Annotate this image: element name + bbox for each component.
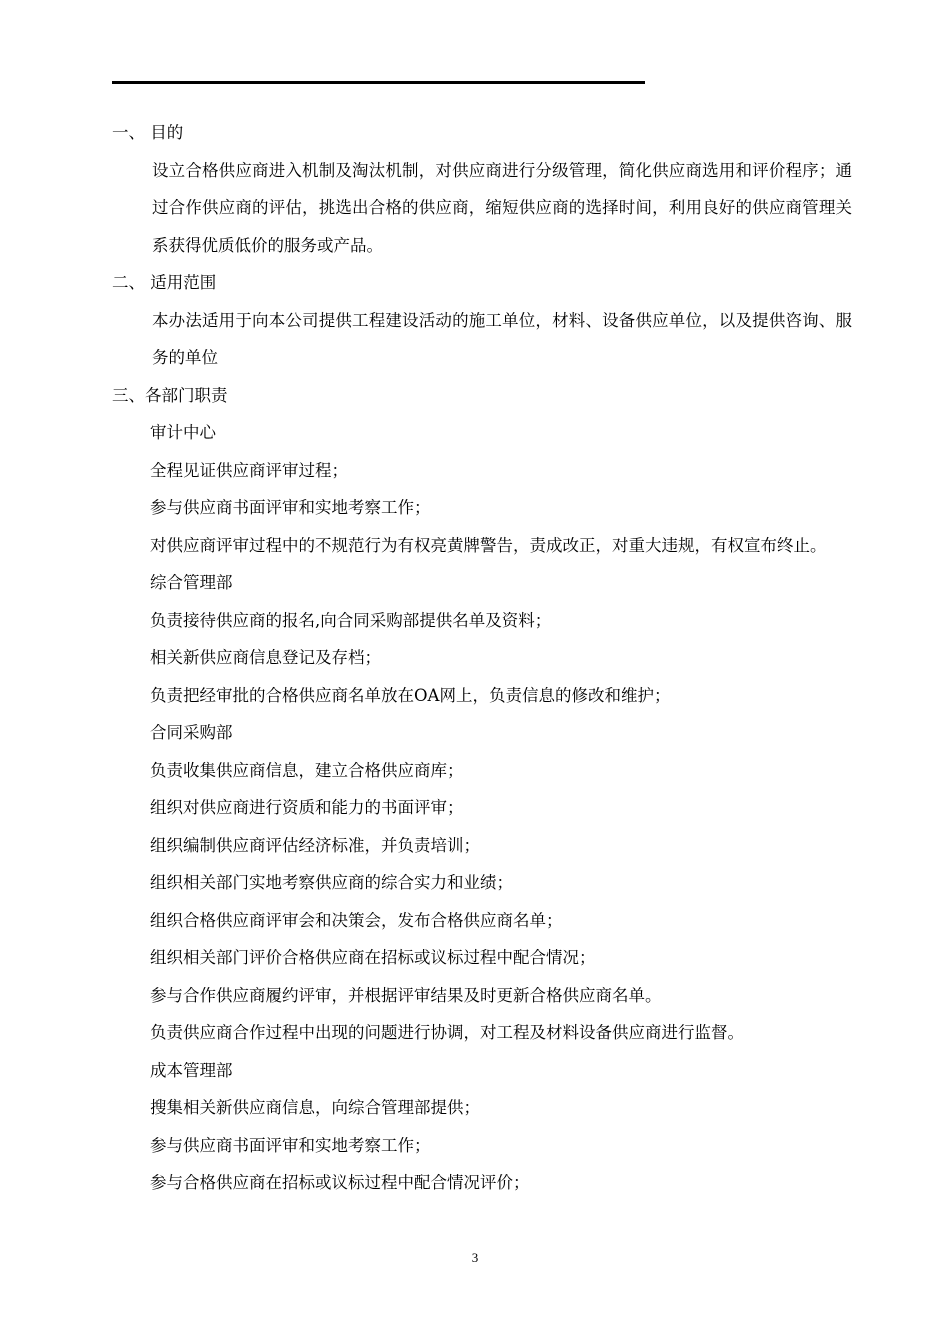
paragraph: 设立合格供应商进入机制及淘汰机制，对供应商进行分级管理，简化供应商选用和评价程序；通过合作供应商的评估，挑选出合格的供应商，缩短供应商的选择时间，利用良好的供应商管理关系获得优质低价的服务或产品。 bbox=[152, 160, 852, 255]
paragraph: 组织编制供应商评估经济标准，并负责培训； bbox=[150, 835, 480, 855]
paragraph: 负责供应商合作过程中出现的问题进行协调，对工程及材料设备供应商进行监督。 bbox=[150, 1023, 744, 1042]
paragraph: 组织相关部门评价合格供应商在招标或议标过程中配合情况； bbox=[150, 948, 596, 967]
paragraph: 负责收集供应商信息，建立合格供应商库； bbox=[150, 760, 464, 780]
paragraph: 本办法适用于向本公司提供工程建设活动的施工单位，材料、设备供应单位，以及提供咨询、服务的单位 bbox=[152, 310, 852, 367]
paragraph: 参与供应商书面评审和实地考察工作； bbox=[150, 498, 431, 517]
paragraph: 二、 适用范围 bbox=[112, 273, 217, 292]
paragraph: 负责把经审批的合格供应商名单放在OA网上，负责信息的修改和维护； bbox=[150, 685, 671, 705]
paragraph: 全程见证供应商评审过程； bbox=[150, 460, 348, 480]
paragraph: 对供应商评审过程中的不规范行为有权亮黄牌警告，责成改正，对重大违规，有权宣布终止。 bbox=[150, 535, 827, 555]
paragraph: 搜集相关新供应商信息，向综合管理部提供； bbox=[150, 1098, 480, 1117]
document-body bbox=[112, 114, 852, 1202]
paragraph: 成本管理部 bbox=[150, 1060, 233, 1080]
paragraph: 参与供应商书面评审和实地考察工作； bbox=[150, 1135, 431, 1155]
paragraph: 三、各部门职责 bbox=[112, 385, 228, 405]
paragraph: 审计中心 bbox=[150, 423, 216, 442]
paragraph: 合同采购部 bbox=[150, 723, 233, 742]
paragraph: 综合管理部 bbox=[150, 573, 233, 592]
paragraph: 参与合作供应商履约评审，并根据评审结果及时更新合格供应商名单。 bbox=[150, 985, 662, 1005]
paragraph: 负责接待供应商的报名,向合同采购部提供名单及资料； bbox=[150, 610, 552, 630]
page-number: 3 bbox=[471, 1250, 479, 1265]
paragraph: 组织相关部门实地考察供应商的综合实力和业绩； bbox=[150, 873, 513, 892]
paragraph: 参与合格供应商在招标或议标过程中配合情况评价； bbox=[150, 1173, 530, 1192]
paragraph: 相关新供应商信息登记及存档； bbox=[150, 648, 381, 667]
paragraph: 组织对供应商进行资质和能力的书面评审； bbox=[150, 798, 464, 817]
paragraph: 组织合格供应商评审会和决策会，发布合格供应商名单； bbox=[150, 910, 563, 930]
header-rule bbox=[112, 81, 645, 84]
paragraph: 一、 目的 bbox=[112, 123, 184, 142]
